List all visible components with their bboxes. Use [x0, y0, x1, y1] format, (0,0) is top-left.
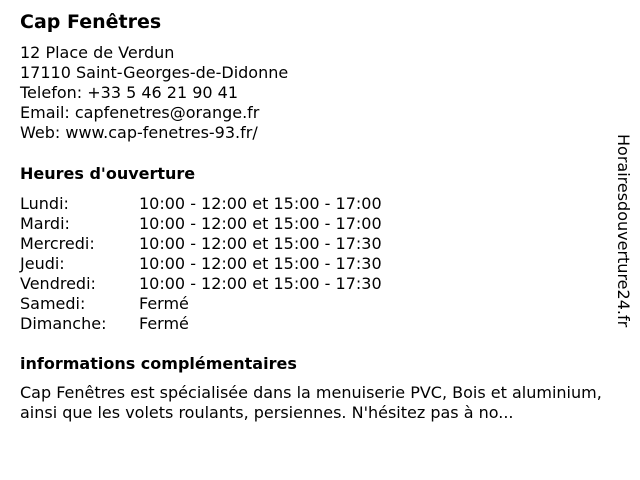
day-label: Mardi: [20, 214, 70, 233]
day-hours: 10:00 - 12:00 et 15:00 - 17:30 [139, 234, 382, 253]
day-hours: 10:00 - 12:00 et 15:00 - 17:00 [139, 214, 382, 233]
additional-info-title: informations complémentaires [20, 354, 297, 373]
hours-row-tuesday [20, 214, 450, 234]
address-street: 12 Place de Verdun [20, 43, 175, 62]
opening-hours-title: Heures d'ouverture [20, 164, 196, 183]
business-description: Cap Fenêtres est spécialisée dans la menuiserie PVC, Bois et aluminium, ainsi que les volets roulants, persiennes. N'hésitez pas à no... [20, 383, 602, 422]
day-hours: 10:00 - 12:00 et 15:00 - 17:30 [139, 254, 382, 273]
business-name: Cap Fenêtres [20, 11, 162, 33]
opening-hours-table [20, 194, 450, 334]
day-hours: 10:00 - 12:00 et 15:00 - 17:00 [139, 194, 382, 213]
day-label: Dimanche: [20, 314, 107, 333]
site-brand-watermark: Horairesdouverture24.fr [614, 134, 633, 328]
phone-number: Telefon: +33 5 46 21 90 41 [20, 83, 239, 102]
address-city: 17110 Saint-Georges-de-Didonne [20, 63, 289, 82]
hours-row-monday [20, 194, 450, 214]
day-label: Vendredi: [20, 274, 96, 293]
hours-row-friday [20, 274, 450, 294]
website: Web: www.cap-fenetres-93.fr/ [20, 123, 258, 142]
hours-row-thursday [20, 254, 450, 274]
day-label: Jeudi: [20, 254, 65, 273]
day-label: Lundi: [20, 194, 69, 213]
hours-row-sunday [20, 314, 450, 334]
business-contact [20, 43, 288, 143]
day-label: Samedi: [20, 294, 86, 313]
day-label: Mercredi: [20, 234, 95, 253]
email-address: Email: capfenetres@orange.fr [20, 103, 260, 122]
day-hours: Fermé [139, 294, 189, 313]
hours-row-wednesday [20, 234, 450, 254]
hours-row-saturday [20, 294, 450, 314]
day-hours: Fermé [139, 314, 189, 333]
day-hours: 10:00 - 12:00 et 15:00 - 17:30 [139, 274, 382, 293]
